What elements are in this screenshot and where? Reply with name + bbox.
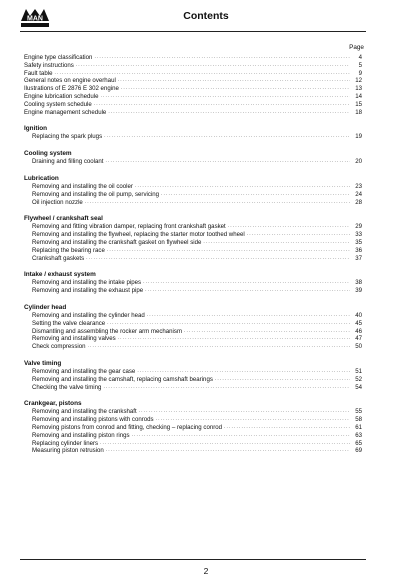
dot-leader <box>145 287 350 295</box>
dot-leader <box>135 183 350 191</box>
toc-entry-page: 23 <box>355 182 362 190</box>
page-title: Contents <box>183 10 229 22</box>
toc-entry[interactable] <box>24 223 362 231</box>
dot-leader <box>184 328 350 336</box>
toc-entry-title: Removing and installing the camshaft, replacing camshaft bearings <box>32 375 213 383</box>
toc-entry-page: 13 <box>355 85 362 93</box>
dot-leader <box>161 191 350 199</box>
toc-entry-title: Removing and installing the exhaust pipe <box>32 287 144 295</box>
toc-entry-page: 18 <box>355 108 362 116</box>
dot-leader <box>94 54 350 62</box>
toc-entry-page: 19 <box>355 133 362 141</box>
section-heading: Ignition <box>24 125 48 133</box>
toc-entry[interactable] <box>24 247 362 255</box>
toc-entry-page: 39 <box>355 287 362 295</box>
toc-entry-title: Engine lubrication schedule <box>24 92 99 100</box>
toc-entry-page: 12 <box>355 77 362 85</box>
toc-entry[interactable] <box>24 158 362 166</box>
toc-entry-title: Removing and installing the flywheel, replacing the starter motor toothed wheel <box>32 231 245 239</box>
toc-entry-page: 20 <box>355 158 362 166</box>
toc-entry-page: 58 <box>355 416 362 424</box>
table-of-contents <box>24 54 362 455</box>
section-heading: Flywheel / crankshaft seal <box>24 215 103 223</box>
toc-entry-title: Fault table <box>24 69 53 77</box>
toc-entry[interactable] <box>24 368 362 376</box>
toc-entry-page: 5 <box>358 61 362 69</box>
section-heading: Cylinder head <box>24 303 67 311</box>
toc-entry-page: 61 <box>355 423 362 431</box>
toc-entry[interactable] <box>24 376 362 384</box>
toc-entry-title: Removing and installing the gear case <box>32 367 136 375</box>
toc-entry-title: Removing and installing valves <box>32 335 116 343</box>
toc-entry[interactable] <box>24 191 362 199</box>
section-heading: Lubrication <box>24 174 59 182</box>
toc-entry[interactable] <box>24 432 362 440</box>
toc-entry[interactable] <box>24 70 362 78</box>
toc-entry-page: 33 <box>355 231 362 239</box>
toc-entry-title: Measuring piston retrusion <box>32 447 104 455</box>
toc-entry[interactable] <box>24 440 362 448</box>
dot-leader <box>100 440 350 448</box>
toc-entry[interactable] <box>24 133 362 141</box>
dot-leader <box>104 133 350 141</box>
dot-leader <box>88 343 350 351</box>
toc-entry[interactable] <box>24 312 362 320</box>
toc-entry-page: 38 <box>355 279 362 287</box>
toc-entry-title: Removing and installing the crankshaft gasket on flywheel side <box>32 238 202 246</box>
dot-leader <box>228 223 350 231</box>
toc-entry[interactable] <box>24 54 362 62</box>
dot-leader <box>139 408 350 416</box>
dot-leader <box>85 199 350 207</box>
toc-entry-title: Replacing cylinder liners <box>32 439 99 447</box>
dot-leader <box>108 109 350 117</box>
toc-entry-page: 37 <box>355 254 362 262</box>
toc-entry[interactable] <box>24 416 362 424</box>
toc-entry-page: 45 <box>355 319 362 327</box>
toc-entry[interactable] <box>24 85 362 93</box>
dot-leader <box>105 158 350 166</box>
toc-entry[interactable] <box>24 384 362 392</box>
toc-entry-title: Engine type classification <box>24 54 93 61</box>
toc-entry-title: Removing pistons from conrod and fitting, checking – replacing conrod <box>32 423 223 431</box>
toc-entry-title: General notes on engine overhaul <box>24 77 116 85</box>
toc-entry-title: Oil injection nozzle <box>32 198 83 206</box>
toc-entry-page: 24 <box>355 190 362 198</box>
toc-entry-title: Removing and installing the intake pipes <box>32 279 142 287</box>
dot-leader <box>101 93 350 101</box>
toc-entry-page: 50 <box>355 343 362 351</box>
toc-entry-page: 35 <box>355 238 362 246</box>
toc-entry-title: Cooling system schedule <box>24 100 92 108</box>
toc-entry-page: 54 <box>355 383 362 391</box>
toc-entry-page: 15 <box>355 100 362 108</box>
toc-entry[interactable] <box>24 320 362 328</box>
toc-entry[interactable] <box>24 424 362 432</box>
toc-entry-title: Check compression <box>32 343 86 351</box>
footer-divider <box>20 559 366 560</box>
dot-leader <box>118 335 350 343</box>
toc-entry-title: Removing and installing pistons with conrods <box>32 416 154 424</box>
dot-leader <box>147 312 350 320</box>
toc-entry[interactable] <box>24 62 362 70</box>
toc-entry-page: 46 <box>355 327 362 335</box>
toc-entry[interactable] <box>24 239 362 247</box>
toc-entry[interactable] <box>24 101 362 109</box>
toc-entry-title: Removing and installing the crankshaft <box>32 408 137 416</box>
toc-entry[interactable] <box>24 255 362 263</box>
dot-leader <box>103 384 350 392</box>
toc-entry[interactable] <box>24 343 362 351</box>
dot-leader <box>94 101 350 109</box>
toc-entry-title: Removing and fitting vibration damper, replacing front crankshaft gasket <box>32 223 226 231</box>
dot-leader <box>54 70 350 78</box>
toc-entry-page: 65 <box>355 439 362 447</box>
toc-entry-title: Safety instructions <box>24 61 74 69</box>
section-heading: Crankgear, pistons <box>24 400 82 408</box>
toc-entry-title: Ilustrations of E 2876 E 302 engine <box>24 85 119 93</box>
toc-entry-title: Removing and installing the oil cooler <box>32 182 133 190</box>
dot-leader <box>121 85 350 93</box>
toc-entry-page: 28 <box>355 198 362 206</box>
toc-entry-title: Crankshaft gaskets <box>32 254 85 262</box>
svg-text:MAN: MAN <box>27 15 43 23</box>
dot-leader <box>247 231 350 239</box>
toc-entry-title: Removing and installing the oil pump, servicing <box>32 190 160 198</box>
toc-entry-title: Removing and installing piston rings <box>32 431 130 439</box>
dot-leader <box>106 447 350 455</box>
dot-leader <box>76 62 350 70</box>
page-column-label: Page <box>349 44 364 51</box>
toc-entry[interactable] <box>24 279 362 287</box>
toc-entry-page: 55 <box>355 408 362 416</box>
toc-entry[interactable] <box>24 183 362 191</box>
dot-leader <box>86 255 350 263</box>
toc-entry-page: 4 <box>358 54 362 61</box>
toc-entry-page: 14 <box>355 92 362 100</box>
toc-entry-title: Removing and installing the cylinder head <box>32 311 145 319</box>
toc-entry-page: 52 <box>355 375 362 383</box>
dot-leader <box>156 416 350 424</box>
dot-leader <box>224 424 350 432</box>
dot-leader <box>137 368 350 376</box>
toc-entry[interactable] <box>24 231 362 239</box>
toc-entry[interactable] <box>24 408 362 416</box>
section-heading: Cooling system <box>24 150 72 158</box>
toc-entry-page: 9 <box>358 69 362 77</box>
page-number: 2 <box>203 566 209 576</box>
dot-leader <box>143 279 350 287</box>
dot-leader <box>107 320 350 328</box>
dot-leader <box>132 432 350 440</box>
toc-entry-title: Checking the valve timing <box>32 383 102 391</box>
toc-entry-page: 63 <box>355 431 362 439</box>
toc-entry[interactable] <box>24 447 362 455</box>
toc-entry[interactable] <box>24 335 362 343</box>
toc-entry-page: 51 <box>355 367 362 375</box>
toc-entry-page: 69 <box>355 447 362 455</box>
dot-leader <box>215 376 350 384</box>
toc-entry-title: Dismantling and assembling the rocker arm mechanism <box>32 327 183 335</box>
toc-entry-title: Draining and filling coolant <box>32 158 104 166</box>
toc-entry[interactable] <box>24 93 362 101</box>
toc-entry-title: Engine management schedule <box>24 108 107 116</box>
toc-entry-title: Setting the valve clearance <box>32 319 106 327</box>
section-heading: Intake / exhaust system <box>24 271 96 279</box>
toc-entry[interactable] <box>24 287 362 295</box>
toc-entry-page: 36 <box>355 246 362 254</box>
toc-entry[interactable] <box>24 199 362 207</box>
section-heading: Valve timing <box>24 359 62 367</box>
toc-entry-page: 47 <box>355 335 362 343</box>
toc-entry-page: 40 <box>355 311 362 319</box>
dot-leader <box>118 77 350 85</box>
dot-leader <box>203 239 350 247</box>
toc-entry-title: Replacing the spark plugs <box>32 133 103 141</box>
toc-entry[interactable] <box>24 109 362 117</box>
header-divider <box>20 31 366 32</box>
toc-entry[interactable] <box>24 77 362 85</box>
toc-entry-title: Replacing the bearing race <box>32 246 105 254</box>
dot-leader <box>107 247 350 255</box>
toc-entry[interactable] <box>24 328 362 336</box>
toc-entry-page: 29 <box>355 223 362 231</box>
